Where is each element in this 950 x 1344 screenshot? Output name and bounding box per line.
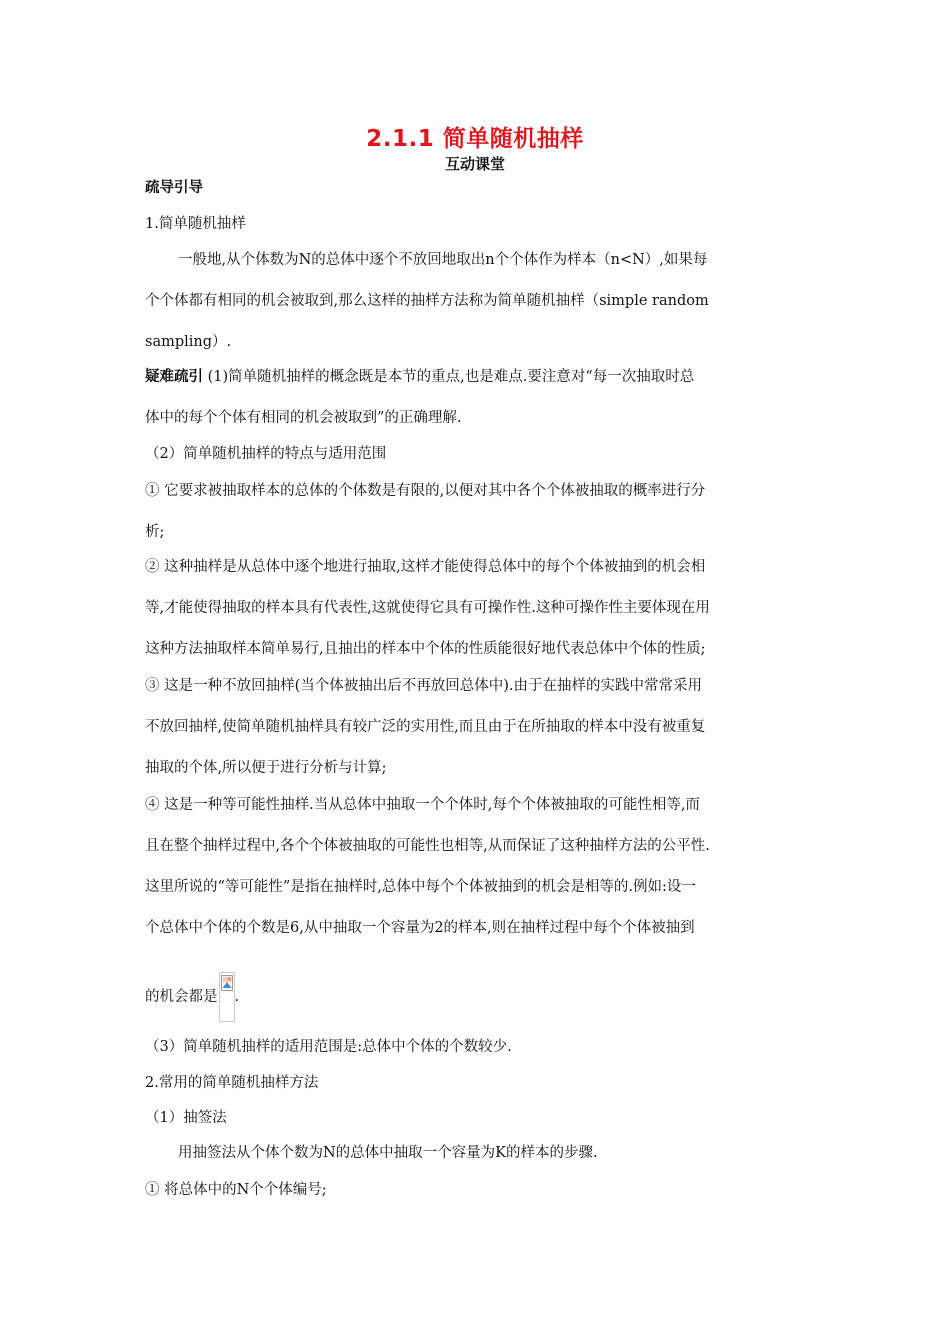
list-heading: （2）简单随机抽样的特点与适用范围 [145,446,387,462]
heading-2: 2.常用的简单随机抽样方法 [145,1075,319,1091]
paragraph-line: 这种方法抽取样本简单易行,且抽出的样本中个体的性质能很好地代表总体中个体的性质; [145,641,706,657]
image-placeholder-icon [221,975,233,991]
page-title: 2.1.1 简单随机抽样 [366,126,584,152]
list-item: ① 它要求被抽取样本的总体的个体数是有限的,以便对其中各个个体被抽取的概率进行分 [145,483,706,499]
page-subtitle: 互动课堂 [444,155,505,173]
paragraph-line: 个个体都有相同的机会被取到,那么这样的抽样方法称为简单随机抽样（simple random [145,293,709,309]
paragraph-text: . [234,989,240,1005]
paragraph-line: 用抽签法从个体个数为N的总体中抽取一个容量为K的样本的步骤. [178,1145,598,1161]
heading-1: 1.简单随机抽样 [145,216,246,232]
paragraph-line: 体中的每个个体有相同的机会被取到”的正确理解. [145,410,462,426]
paragraph-line: 且在整个抽样过程中,各个个体被抽取的可能性也相等,从而保证了这种抽样方法的公平性. [145,838,710,854]
paragraph-line: 析; [145,524,165,540]
paragraph-line: 不放回抽样,使简单随机抽样具有较广泛的实用性,而且由于在所抽取的样本中没有被重复 [145,719,706,735]
list-item: ② 这种抽样是从总体中逐个地进行抽取,这样才能使得总体中的每个个体被抽到的机会相 [145,559,706,575]
sub-heading: （1）抽签法 [145,1110,227,1126]
list-item: ③ 这是一种不放回抽样(当个体被抽出后不再放回总体中).由于在抽样的实践中常常采用 [145,678,703,694]
yinan-paragraph [145,367,694,387]
paragraph-text: 的机会都是 [145,989,218,1005]
paragraph-line: 抽取的个体,所以便于进行分析与计算; [145,760,387,776]
paragraph-line: 个总体中个体的个数是6,从中抽取一个容量为2的样本,则在抽样过程中每个个体被抽到 [145,920,695,936]
yinan-label: 疑难疏引 [145,369,203,385]
paragraph-line: 一般地,从个体数为N的总体中逐个不放回地取出n个个体作为样本（n<N）,如果每 [178,252,708,268]
paragraph-line: 等,才能使得抽取的样本具有代表性,这就使得它具有可操作性.这种可操作性主要体现在用 [145,600,710,616]
paragraph-line: (1)简单随机抽样的概念既是本节的重点,也是难点.要注意对“每一次抽取时总 [207,369,695,385]
section-heading: 疏导引导 [145,180,203,196]
list-item: ① 将总体中的N个个体编号; [145,1182,327,1198]
paragraph-line: sampling）. [145,334,232,350]
paragraph-line: 这里所说的“等可能性”是指在抽样时,总体中每个个体被抽到的机会是相等的.例如:设一 [145,879,696,895]
list-item: ④ 这是一种等可能性抽样.当从总体中抽取一个个体时,每个个体被抽取的可能性相等,而 [145,797,700,813]
list-heading: （3）简单随机抽样的适用范围是:总体中个体的个数较少. [145,1039,512,1055]
broken-image-icon [219,972,235,1022]
paragraph-line-with-image [145,972,239,1022]
